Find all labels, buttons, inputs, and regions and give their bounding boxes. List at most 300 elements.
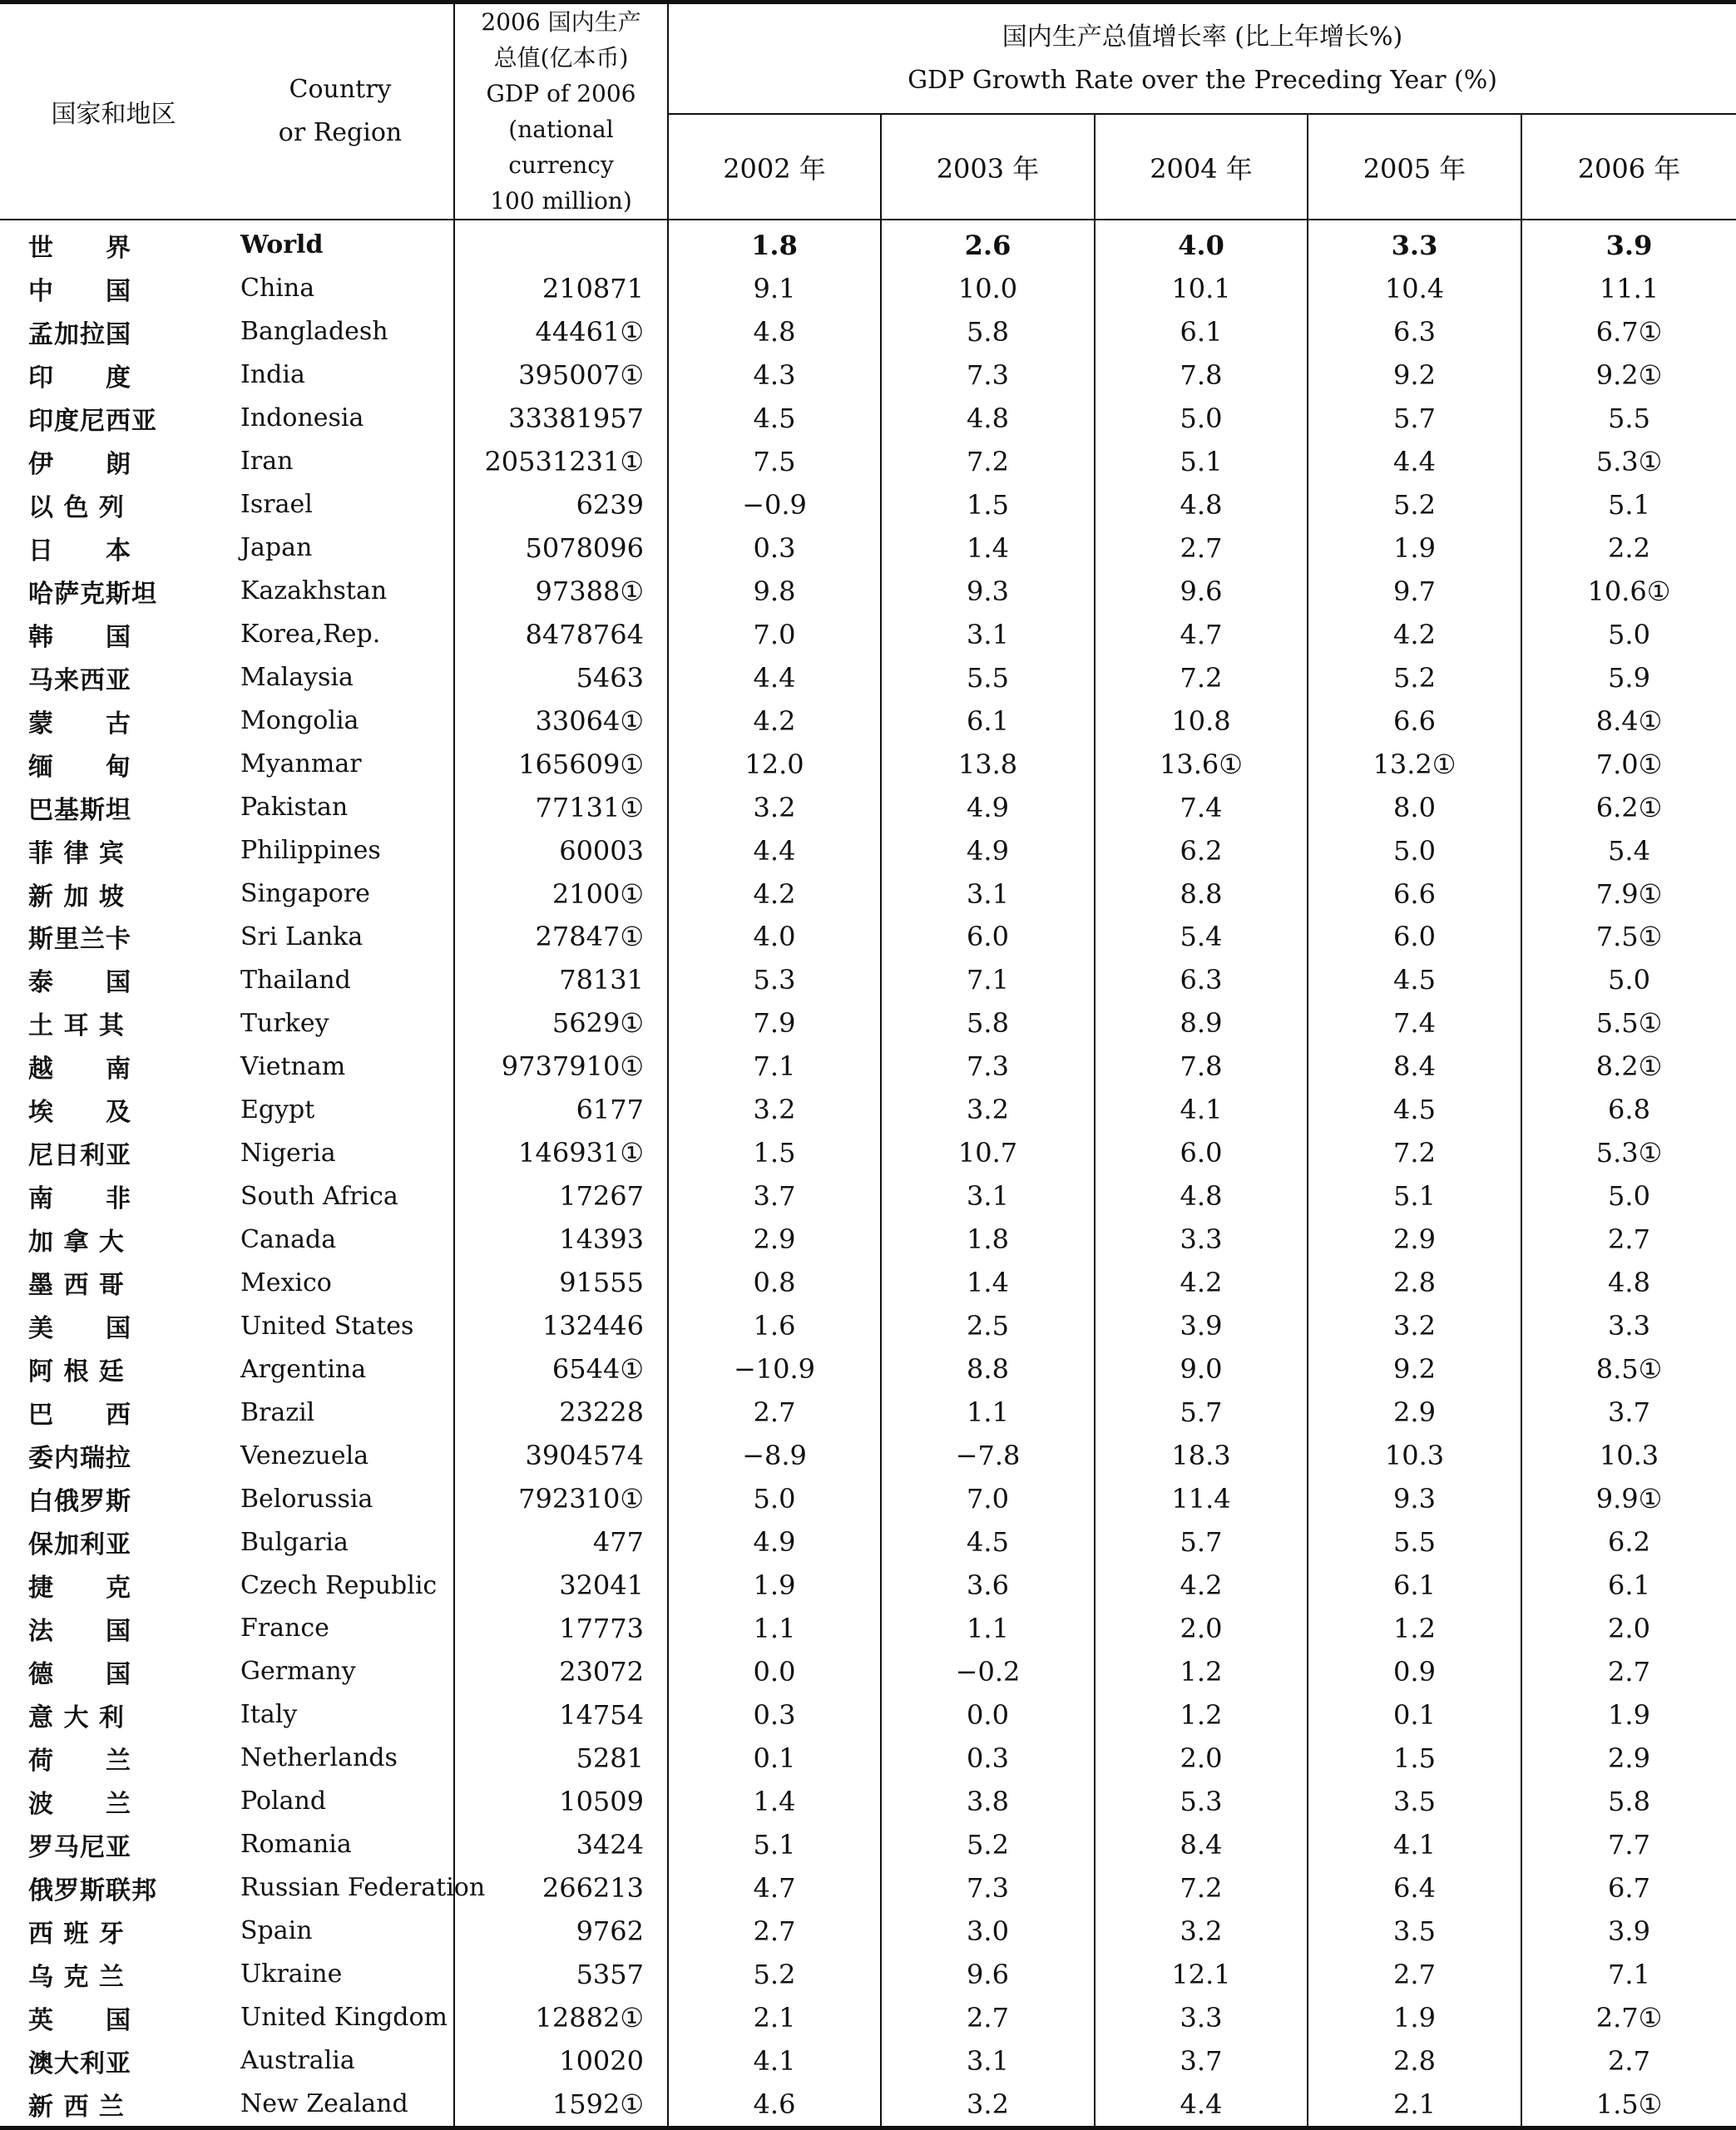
growth-rate-2006: 2.7 xyxy=(1521,1650,1736,1693)
growth-rate-2006: 2.9 xyxy=(1521,1737,1736,1780)
growth-rate-2003: 7.3 xyxy=(881,1045,1095,1088)
table-row xyxy=(0,1218,1736,1261)
country-name-cn: 波 兰 xyxy=(28,1789,131,1819)
country-name-en: Spain xyxy=(240,1916,313,1946)
country-name-en: Argentina xyxy=(240,1354,367,1384)
table-row xyxy=(0,1001,1736,1045)
country-name-en: New Zealand xyxy=(227,2083,454,2128)
growth-rate-2003: 2.7 xyxy=(881,1996,1095,2039)
gdp-2006-value: 5078096 xyxy=(454,526,668,570)
growth-rate-2004: 3.3 xyxy=(1095,1218,1308,1261)
growth-rate-2006: 5.8 xyxy=(1521,1780,1736,1823)
growth-rate-2003: 3.6 xyxy=(881,1564,1095,1607)
growth-rate-2002: 0.8 xyxy=(668,1261,881,1304)
growth-rate-2004: 3.3 xyxy=(1095,1996,1308,2039)
country-name-en: Vietnam xyxy=(240,1051,346,1081)
gdp-2006-value: 5463 xyxy=(454,656,668,699)
header-year-2003: 2003 年 xyxy=(881,114,1095,220)
growth-rate-2002: 3.2 xyxy=(668,1088,881,1131)
growth-rate-2004: 4.7 xyxy=(1095,613,1308,656)
growth-rate-2004: 4.4 xyxy=(1095,2083,1308,2128)
growth-rate-2006: 5.3① xyxy=(1521,440,1736,483)
country-name-cn: 埃 及 xyxy=(28,1098,131,1128)
country-name-cn: 韩 国 xyxy=(28,622,131,652)
gdp-2006-value: 27847① xyxy=(454,916,668,959)
growth-rate-2006: 5.0 xyxy=(1521,958,1736,1001)
growth-rate-2006: 8.2① xyxy=(1521,1045,1736,1088)
growth-rate-2002: 7.5 xyxy=(668,440,881,483)
growth-rate-2005: 10.4 xyxy=(1308,267,1521,310)
growth-rate-2004: 6.1 xyxy=(1095,310,1308,353)
table-row xyxy=(0,829,1736,872)
table-row xyxy=(0,1304,1736,1347)
growth-rate-2006: 9.2① xyxy=(1521,353,1736,397)
growth-rate-2002: 0.1 xyxy=(668,1737,881,1780)
growth-rate-2004: 4.1 xyxy=(1095,1088,1308,1131)
table-row xyxy=(0,1607,1736,1650)
growth-rate-2002: 3.7 xyxy=(668,1174,881,1218)
country-name-en: Mexico xyxy=(240,1268,332,1297)
gdp-2006-value: 17773 xyxy=(454,1607,668,1650)
country-name-cn: 蒙 古 xyxy=(28,709,131,739)
growth-rate-2005: 1.5 xyxy=(1308,1737,1521,1780)
growth-rate-2002: 2.1 xyxy=(668,1996,881,2039)
table-row xyxy=(0,1045,1736,1088)
growth-rate-2004: 8.4 xyxy=(1095,1823,1308,1866)
country-name-en: Japan xyxy=(240,533,313,563)
gdp-2006-value: 33064① xyxy=(454,699,668,743)
growth-rate-2005: 4.4 xyxy=(1308,440,1521,483)
table-row xyxy=(0,440,1736,483)
growth-rate-2006: 2.7① xyxy=(1521,1996,1736,2039)
growth-rate-2004: 10.1 xyxy=(1095,267,1308,310)
growth-rate-2005: 7.2 xyxy=(1308,1131,1521,1174)
growth-rate-2004: 9.0 xyxy=(1095,1347,1308,1391)
gdp-2006-value: 6239 xyxy=(454,483,668,526)
growth-rate-2003: 0.0 xyxy=(881,1693,1095,1737)
growth-rate-2002: 4.4 xyxy=(668,829,881,872)
country-name-en: Brazil xyxy=(240,1397,315,1427)
growth-rate-2005: 5.1 xyxy=(1308,1174,1521,1218)
country-name-cn: 墨 西 哥 xyxy=(28,1271,125,1301)
country-name-cn: 世 界 xyxy=(28,233,131,263)
table-row xyxy=(0,1823,1736,1866)
growth-rate-2002: 9.1 xyxy=(668,267,881,310)
growth-rate-2003: 9.3 xyxy=(881,570,1095,613)
table-row xyxy=(0,1391,1736,1434)
growth-rate-2002: 2.7 xyxy=(668,1391,881,1434)
growth-rate-2002: 4.7 xyxy=(668,1866,881,1910)
growth-rate-2003: 0.3 xyxy=(881,1737,1095,1780)
country-name-cn: 德 国 xyxy=(28,1659,131,1689)
country-name-en: Ukraine xyxy=(240,1960,343,1989)
country-name-en: Malaysia xyxy=(240,663,354,693)
country-name-cn: 白俄罗斯 xyxy=(28,1487,131,1517)
country-name-cn: 保加利亚 xyxy=(28,1530,131,1560)
table-row xyxy=(0,483,1736,526)
growth-rate-2006: 10.3 xyxy=(1521,1434,1736,1477)
growth-rate-2003: 6.1 xyxy=(881,699,1095,743)
table-row xyxy=(0,570,1736,613)
growth-rate-2006: 5.5① xyxy=(1521,1001,1736,1045)
header-country-en xyxy=(227,2,454,220)
country-name-cn: 意 大 利 xyxy=(28,1703,125,1732)
growth-rate-2005: 2.8 xyxy=(1308,2039,1521,2083)
growth-rate-2002: 4.9 xyxy=(668,1520,881,1564)
gdp-2006-value: 5629① xyxy=(454,1001,668,1045)
table-row xyxy=(0,958,1736,1001)
growth-rate-2004: 6.0 xyxy=(1095,1131,1308,1174)
growth-rate-2005: 3.2 xyxy=(1308,1304,1521,1347)
growth-rate-2003: 5.5 xyxy=(881,656,1095,699)
country-name-en: France xyxy=(240,1614,329,1643)
growth-rate-2006: 5.0 xyxy=(1521,613,1736,656)
header-gdp-line2: 总值(亿本币) xyxy=(493,44,629,72)
table-row xyxy=(0,1261,1736,1304)
gdp-2006-value: 5357 xyxy=(454,1953,668,1996)
growth-rate-2005: 9.2 xyxy=(1308,353,1521,397)
growth-rate-2002: 9.8 xyxy=(668,570,881,613)
header-year-2005: 2005 年 xyxy=(1308,114,1521,220)
country-name-en: United Kingdom xyxy=(240,2003,448,2033)
country-name-cn: 澳大利亚 xyxy=(28,2048,131,2078)
growth-rate-2002: 4.5 xyxy=(668,397,881,440)
growth-rate-2006: 5.9 xyxy=(1521,656,1736,699)
header-growth-rate xyxy=(668,2,1736,115)
country-name-en: Sri Lanka xyxy=(240,922,364,951)
table-row xyxy=(0,916,1736,959)
growth-rate-2006: 6.2① xyxy=(1521,786,1736,829)
growth-rate-2004: 4.0 xyxy=(1095,220,1308,267)
growth-rate-2006: 7.9① xyxy=(1521,872,1736,916)
gdp-2006-value: 77131① xyxy=(454,786,668,829)
country-name-en: Nigeria xyxy=(240,1138,336,1168)
gdp-2006-value: 210871 xyxy=(454,267,668,310)
table-row xyxy=(0,1174,1736,1218)
country-name-en: Netherlands xyxy=(240,1743,398,1773)
gdp-2006-value: 9762 xyxy=(454,1910,668,1953)
growth-rate-2004: 18.3 xyxy=(1095,1434,1308,1477)
growth-rate-2003: 5.8 xyxy=(881,1001,1095,1045)
country-name-en: China xyxy=(240,274,315,304)
growth-rate-2002: 1.6 xyxy=(668,1304,881,1347)
growth-rate-2004: 4.2 xyxy=(1095,1564,1308,1607)
gdp-2006-value: 146931① xyxy=(454,1131,668,1174)
country-name-en: Bulgaria xyxy=(240,1527,349,1557)
growth-rate-2002: 1.8 xyxy=(668,220,881,267)
country-name-cn: 巴基斯坦 xyxy=(28,795,131,825)
growth-rate-2002: 4.1 xyxy=(668,2039,881,2083)
growth-rate-2004: 5.3 xyxy=(1095,1780,1308,1823)
header-country-en-line1: Country xyxy=(289,75,392,104)
table-row xyxy=(0,1477,1736,1520)
growth-rate-2003: 10.7 xyxy=(881,1131,1095,1174)
growth-rate-2003: 3.2 xyxy=(881,2083,1095,2128)
country-name-en: Turkey xyxy=(240,1008,329,1038)
gdp-2006-value: 12882① xyxy=(454,1996,668,2039)
header-gdp-line5: 100 million) xyxy=(490,187,632,215)
country-name-cn: 美 国 xyxy=(28,1314,131,1344)
growth-rate-2002: −8.9 xyxy=(668,1434,881,1477)
growth-rate-2003: 5.8 xyxy=(881,310,1095,353)
gdp-2006-value: 10509 xyxy=(454,1780,668,1823)
table-body xyxy=(0,220,1736,2128)
growth-rate-2003: 4.9 xyxy=(881,829,1095,872)
country-name-cn: 西 班 牙 xyxy=(28,1919,125,1949)
growth-rate-2004: 7.2 xyxy=(1095,1866,1308,1910)
country-name-cn: 中 国 xyxy=(28,276,131,306)
growth-rate-2005: 4.1 xyxy=(1308,1823,1521,1866)
growth-rate-2003: 3.1 xyxy=(881,2039,1095,2083)
gdp-2006-value: 266213 xyxy=(454,1866,668,1910)
gdp-2006-value: 3424 xyxy=(454,1823,668,1866)
growth-rate-2002: 5.0 xyxy=(668,1477,881,1520)
growth-rate-2004: 5.7 xyxy=(1095,1520,1308,1564)
country-name-en: Indonesia xyxy=(240,403,364,433)
growth-rate-2005: 1.9 xyxy=(1308,526,1521,570)
country-name-en: Myanmar xyxy=(240,749,362,779)
country-name-cn: 南 非 xyxy=(28,1184,131,1214)
table-row xyxy=(0,1996,1736,2039)
growth-rate-2004: 5.7 xyxy=(1095,1391,1308,1434)
gdp-2006-value: 132446 xyxy=(454,1304,668,1347)
country-name-cn: 日 本 xyxy=(28,536,131,566)
growth-rate-2002: 5.2 xyxy=(668,1953,881,1996)
country-name-en: Belorussia xyxy=(240,1484,373,1514)
growth-rate-2006: 7.5① xyxy=(1521,916,1736,959)
growth-rate-2003: 4.9 xyxy=(881,786,1095,829)
growth-rate-2005: 0.9 xyxy=(1308,1650,1521,1693)
growth-rate-2005: 6.6 xyxy=(1308,699,1521,743)
country-name-en: Poland xyxy=(240,1787,327,1816)
growth-rate-2006: 2.7 xyxy=(1521,1218,1736,1261)
growth-rate-2002: 4.6 xyxy=(668,2083,881,2128)
growth-rate-2003: 7.3 xyxy=(881,353,1095,397)
country-name-cn: 法 国 xyxy=(28,1616,131,1646)
growth-rate-2006: 3.9 xyxy=(1521,220,1736,267)
country-name-cn: 印 度 xyxy=(28,363,131,393)
gdp-2006-value: 5281 xyxy=(454,1737,668,1780)
table-row xyxy=(0,1434,1736,1477)
country-name-cn: 伊 朗 xyxy=(28,449,131,479)
growth-rate-2005: 13.2① xyxy=(1308,743,1521,786)
table-row xyxy=(0,786,1736,829)
country-name-en: Kazakhstan xyxy=(240,576,388,606)
growth-rate-2002: 4.0 xyxy=(668,916,881,959)
growth-rate-2004: 2.0 xyxy=(1095,1607,1308,1650)
growth-rate-2006: 5.1 xyxy=(1521,483,1736,526)
table-row xyxy=(0,699,1736,743)
growth-rate-2005: 3.3 xyxy=(1308,220,1521,267)
growth-rate-2005: 5.0 xyxy=(1308,829,1521,872)
gdp-2006-value: 6544① xyxy=(454,1347,668,1391)
growth-rate-2003: 4.8 xyxy=(881,397,1095,440)
gdp-2006-value: 32041 xyxy=(454,1564,668,1607)
gdp-2006-value: 9737910① xyxy=(454,1045,668,1088)
country-name-cn: 英 国 xyxy=(28,2005,131,2035)
country-name-en: Venezuela xyxy=(240,1441,369,1470)
header-country-en-line2: or Region xyxy=(278,118,403,147)
growth-rate-2003: 3.1 xyxy=(881,1174,1095,1218)
growth-rate-2005: 8.0 xyxy=(1308,786,1521,829)
growth-rate-2002: 7.9 xyxy=(668,1001,881,1045)
growth-rate-2002: 1.5 xyxy=(668,1131,881,1174)
growth-rate-2006: 6.2 xyxy=(1521,1520,1736,1564)
header-gdp-line1: 2006 国内生产 xyxy=(481,8,641,36)
country-name-en: Australia xyxy=(240,2046,355,2076)
country-name-en: Thailand xyxy=(240,965,351,995)
growth-rate-2004: 7.8 xyxy=(1095,353,1308,397)
gdp-2006-value: 33381957 xyxy=(454,397,668,440)
gdp-2006-value: 23228 xyxy=(454,1391,668,1434)
growth-rate-2003: 10.0 xyxy=(881,267,1095,310)
header-growth-cn: 国内生产总值增长率 (比上年增长%) xyxy=(1002,22,1403,52)
growth-rate-2005: 6.0 xyxy=(1308,916,1521,959)
table-row xyxy=(0,1088,1736,1131)
growth-rate-2003: 7.2 xyxy=(881,440,1095,483)
growth-rate-2004: 10.8 xyxy=(1095,699,1308,743)
gdp-2006-value: 78131 xyxy=(454,958,668,1001)
growth-rate-2002: 0.0 xyxy=(668,1650,881,1693)
growth-rate-2006: 10.6① xyxy=(1521,570,1736,613)
country-name-en: United States xyxy=(240,1311,414,1341)
gdp-2006-value: 20531231① xyxy=(454,440,668,483)
table-row xyxy=(0,2083,1736,2128)
growth-rate-2005: 4.5 xyxy=(1308,958,1521,1001)
table-row xyxy=(0,310,1736,353)
country-name-en: Romania xyxy=(240,1830,352,1860)
gdp-2006-value: 10020 xyxy=(454,2039,668,2083)
country-name-en: Philippines xyxy=(240,836,381,866)
growth-rate-2004: 5.4 xyxy=(1095,916,1308,959)
country-name-en: Italy xyxy=(240,1700,298,1730)
growth-rate-2003: 8.8 xyxy=(881,1347,1095,1391)
growth-rate-2006: 6.7① xyxy=(1521,310,1736,353)
growth-rate-2002: 3.2 xyxy=(668,786,881,829)
growth-rate-2006: 1.5① xyxy=(1521,2083,1736,2128)
growth-rate-2004: 1.2 xyxy=(1095,1693,1308,1737)
growth-rate-2006: 2.0 xyxy=(1521,1607,1736,1650)
gdp-2006-value: 8478764 xyxy=(454,613,668,656)
growth-rate-2003: 3.8 xyxy=(881,1780,1095,1823)
growth-rate-2004: 8.8 xyxy=(1095,872,1308,916)
growth-rate-2002: 2.7 xyxy=(668,1910,881,1953)
growth-rate-2006: 8.4① xyxy=(1521,699,1736,743)
country-name-en: Korea,Rep. xyxy=(240,620,381,650)
table-row xyxy=(0,267,1736,310)
country-name-en: World xyxy=(240,230,324,260)
country-name-cn: 俄罗斯联邦 xyxy=(28,1875,157,1905)
country-name-en: India xyxy=(240,360,305,390)
growth-rate-2003: 3.2 xyxy=(881,1088,1095,1131)
growth-rate-2003: −7.8 xyxy=(881,1434,1095,1477)
growth-rate-2004: 2.0 xyxy=(1095,1737,1308,1780)
growth-rate-2005: 8.4 xyxy=(1308,1045,1521,1088)
country-name-cn: 孟加拉国 xyxy=(28,319,131,349)
growth-rate-2005: 6.6 xyxy=(1308,872,1521,916)
country-name-cn: 荷 兰 xyxy=(28,1746,131,1776)
country-name-cn: 尼日利亚 xyxy=(28,1141,131,1171)
gdp-2006-value: 477 xyxy=(454,1520,668,1564)
growth-rate-2002: 4.8 xyxy=(668,310,881,353)
country-name-cn: 以 色 列 xyxy=(28,492,125,522)
growth-rate-2003: 1.4 xyxy=(881,526,1095,570)
growth-rate-2005: 5.2 xyxy=(1308,483,1521,526)
growth-rate-2004: 9.6 xyxy=(1095,570,1308,613)
growth-rate-2002: 1.1 xyxy=(668,1607,881,1650)
country-name-en: Singapore xyxy=(240,879,370,909)
growth-rate-2005: 0.1 xyxy=(1308,1693,1521,1737)
growth-rate-2004: 3.7 xyxy=(1095,2039,1308,2083)
gdp-2006-value: 2100① xyxy=(454,872,668,916)
growth-rate-2004: 8.9 xyxy=(1095,1001,1308,1045)
growth-rate-2006: 2.2 xyxy=(1521,526,1736,570)
growth-rate-2006: 1.9 xyxy=(1521,1693,1736,1737)
growth-rate-2006: 9.9① xyxy=(1521,1477,1736,1520)
growth-rate-2002: 1.4 xyxy=(668,1780,881,1823)
country-name-cn: 菲 律 宾 xyxy=(28,838,125,868)
country-name-en: Canada xyxy=(240,1224,337,1254)
growth-rate-2004: 3.2 xyxy=(1095,1910,1308,1953)
growth-rate-2005: 9.2 xyxy=(1308,1347,1521,1391)
country-name-cn: 马来西亚 xyxy=(28,665,131,695)
growth-rate-2002: −10.9 xyxy=(668,1347,881,1391)
growth-rate-2006: 5.3① xyxy=(1521,1131,1736,1174)
country-name-en: Mongolia xyxy=(240,706,359,736)
growth-rate-2006: 3.7 xyxy=(1521,1391,1736,1434)
gdp-2006-value: 17267 xyxy=(454,1174,668,1218)
growth-rate-2005: 3.5 xyxy=(1308,1910,1521,1953)
table-row xyxy=(0,220,1736,267)
country-name-cn: 斯里兰卡 xyxy=(28,925,131,955)
growth-rate-2006: 7.0① xyxy=(1521,743,1736,786)
header-growth-en: GDP Growth Rate over the Preceding Year (%) xyxy=(908,65,1497,95)
growth-rate-2005: 2.8 xyxy=(1308,1261,1521,1304)
growth-rate-2005: 7.4 xyxy=(1308,1001,1521,1045)
country-name-cn: 罗马尼亚 xyxy=(28,1832,131,1862)
gdp-2006-value: 97388① xyxy=(454,570,668,613)
table-row xyxy=(0,1737,1736,1780)
table-row xyxy=(0,397,1736,440)
table-row xyxy=(0,353,1736,397)
growth-rate-2004: 7.8 xyxy=(1095,1045,1308,1088)
growth-rate-2005: 5.2 xyxy=(1308,656,1521,699)
growth-rate-2006: 8.5① xyxy=(1521,1347,1736,1391)
country-name-cn: 新 加 坡 xyxy=(28,882,125,912)
growth-rate-2006: 6.1 xyxy=(1521,1564,1736,1607)
country-name-cn: 泰 国 xyxy=(28,968,131,998)
table-row xyxy=(0,656,1736,699)
table-row xyxy=(0,1520,1736,1564)
growth-rate-2005: 1.9 xyxy=(1308,1996,1521,2039)
gdp-2006-value: 165609① xyxy=(454,743,668,786)
growth-rate-2004: 12.1 xyxy=(1095,1953,1308,1996)
growth-rate-2006: 7.1 xyxy=(1521,1953,1736,1996)
growth-rate-2004: 7.4 xyxy=(1095,786,1308,829)
growth-rate-2004: 1.2 xyxy=(1095,1650,1308,1693)
country-name-cn: 印度尼西亚 xyxy=(28,406,157,436)
country-name-cn: 越 南 xyxy=(28,1055,131,1085)
table-row xyxy=(0,743,1736,786)
growth-rate-2004: 5.1 xyxy=(1095,440,1308,483)
header-year-2004: 2004 年 xyxy=(1095,114,1308,220)
gdp-2006-value: 3904574 xyxy=(454,1434,668,1477)
growth-rate-2004: 4.8 xyxy=(1095,1174,1308,1218)
growth-rate-2005: 4.2 xyxy=(1308,613,1521,656)
growth-rate-2006: 4.8 xyxy=(1521,1261,1736,1304)
table-row xyxy=(0,1953,1736,1996)
growth-rate-2003: 9.6 xyxy=(881,1953,1095,1996)
